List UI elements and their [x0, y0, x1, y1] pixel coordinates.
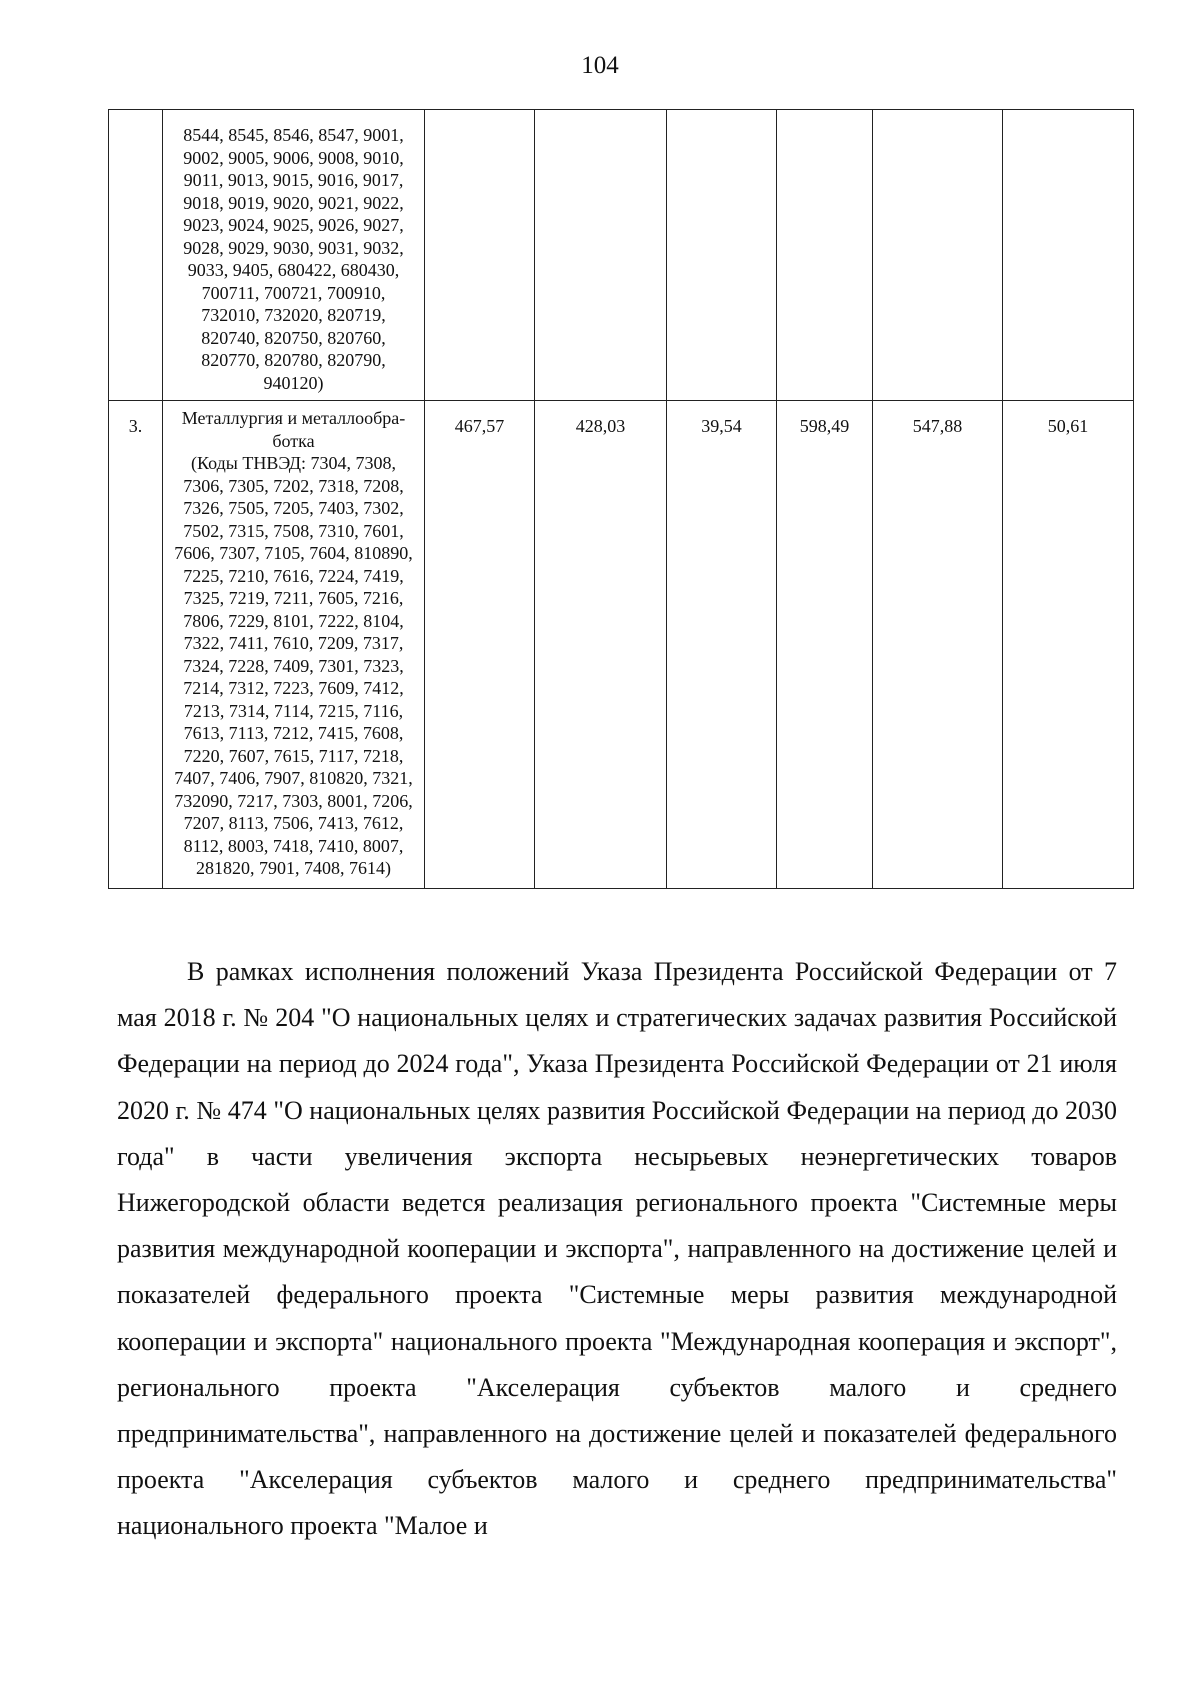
export-codes-table [108, 109, 1134, 889]
codes-text: Металлургия и металлообра- ботка (Коды ТНВЭД: 7304, 7308, 7306, 7305, 7202, 7318, 7208, 7326, 7505, 7205, 7403, 7302, 7502, 7315, 7508, 7310, 7601, 7606, 7307, 7105, 7604, 810890, 7225, 7210, 7616, 7224, 7419, 7325, 7219, 7211, 7605, 7216, 7806, 7229, 8101, 7222, 8104, 7322, 7411, 7610, 7209, 7317, 7324, 7228, 7409, 7301, 7323, 7214, 7312, 7223, 7609, 7412, 7213, 7314, 7114, 7215, 7116, 7613, 7113, 7212, 7415, 7608, 7220, 7607, 7615, 7117, 7218, 7407, 7406, 7907, 810820, 7321, 732090, 7217, 7303, 8001, 7206, 7207, 8113, 7506, 7413, 7612, 8112, 8003, 7418, 7410, 8007, 281820, 7901, 7408, 7614) [174, 408, 413, 878]
value-cell: 598,49 [777, 401, 873, 889]
value-cell [777, 110, 873, 401]
value-cell: 39,54 [667, 401, 777, 889]
row-number-cell [109, 110, 163, 401]
value-cell: 467,57 [425, 401, 535, 889]
page-number: 104 [581, 52, 619, 79]
row-description-cell [163, 110, 425, 401]
value-cell [1003, 110, 1134, 401]
value-cell: 547,88 [873, 401, 1003, 889]
value-cell [873, 110, 1003, 401]
value-cell [425, 110, 535, 401]
table-row [109, 110, 1134, 401]
row-description-cell [163, 401, 425, 889]
value-cell [535, 110, 667, 401]
value-cell: 428,03 [535, 401, 667, 889]
table-row [109, 401, 1134, 889]
body-paragraph: В рамках исполнения положений Указа Президента Российской Федерации от 7 мая 2018 г. № 204 "О национальных целях и стратегических задачах развития Российской Федерации на период до 2024 года", Указа Президента Российской Федерации от 21 июля 2020 г. № 474 "О национальных целях развития Российской Федерации на период до 2030 года" в части увеличения экспорта несырьевых неэнергетических товаров Нижегородской области ведется реализация регионального проекта "Системные меры развития международной кооперации и экспорта", направленного на достижение целей и показателей федерального проекта "Системные меры развития международной кооперации и экспорта" национального проекта "Международная кооперация и экспорт", регионального проекта "Акселерация субъектов малого и среднего предпринимательства", направленного на достижение целей и показателей федерального проекта "Акселерация субъектов малого и среднего предпринимательства" национального проекта "Малое и [117, 957, 1117, 1541]
codes-text: 8544, 8545, 8546, 8547, 9001, 9002, 9005, 9006, 9008, 9010, 9011, 9013, 9015, 9016, 9017, 9018, 9019, 9020, 9021, 9022, 9023, 9024, 9025, 9026, 9027, 9028, 9029, 9030, 9031, 9032, 9033, 9405, 680422, 680430, 700711, 700721, 700910, 732010, 732020, 820719, 820740, 820750, 820760, 820770, 820780, 820790, 940120) [183, 125, 404, 393]
value-cell [667, 110, 777, 401]
value-cell: 50,61 [1003, 401, 1134, 889]
row-number-cell: 3. [109, 401, 163, 889]
